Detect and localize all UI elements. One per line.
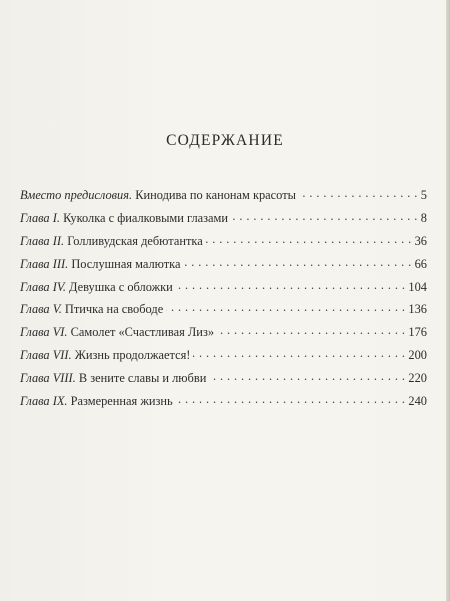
toc-page-number: 36 xyxy=(414,233,427,248)
toc-row xyxy=(20,211,427,234)
table-of-contents xyxy=(20,188,427,417)
toc-chapter-label: Глава III. xyxy=(20,256,69,271)
toc-page-number: 66 xyxy=(414,256,427,271)
toc-row xyxy=(20,371,427,394)
toc-dot-leader xyxy=(217,326,405,336)
toc-chapter-title: Послушная малютка xyxy=(71,256,181,271)
toc-chapter-label: Глава IX. xyxy=(20,394,68,409)
toc-page-number: 220 xyxy=(408,371,427,386)
toc-chapter-label: Глава IV. xyxy=(20,279,66,294)
toc-page-number: 176 xyxy=(408,325,427,340)
toc-chapter-label: Глава II. xyxy=(20,233,65,248)
toc-chapter-title: В зените славы и любви xyxy=(78,371,207,386)
toc-row xyxy=(20,325,427,348)
toc-dot-leader xyxy=(176,281,406,291)
toc-dot-leader xyxy=(176,395,406,405)
toc-chapter-title: Девушка с обложки xyxy=(69,279,173,294)
toc-row xyxy=(20,302,427,325)
toc-page-number: 240 xyxy=(408,394,427,409)
toc-dot-leader xyxy=(184,258,412,268)
toc-chapter-label: Глава VIII. xyxy=(20,371,76,386)
page-edge xyxy=(446,0,450,601)
toc-page-number: 5 xyxy=(420,188,427,202)
toc-row xyxy=(20,257,427,280)
toc-dot-leader xyxy=(193,349,405,359)
toc-chapter-label: Глава VI. xyxy=(20,325,68,340)
toc-page-number: 8 xyxy=(420,210,427,225)
toc-chapter-title: Голливудская дебютантка xyxy=(67,233,203,248)
toc-dot-leader xyxy=(299,189,418,199)
toc-chapter-title: Самолет «Счастливая Лиз» xyxy=(70,325,215,340)
toc-chapter-label: Глава V. xyxy=(20,302,62,317)
toc-chapter-label: Глава VII. xyxy=(20,348,72,363)
toc-chapter-title: Кинодива по канонам красоты xyxy=(135,188,296,202)
toc-chapter-label: Вместо предисловия. xyxy=(20,188,133,202)
toc-dot-leader xyxy=(206,235,412,245)
toc-page-number: 136 xyxy=(408,302,427,317)
toc-dot-leader xyxy=(166,303,405,313)
toc-dot-leader xyxy=(231,212,418,222)
toc-row xyxy=(20,280,427,303)
toc-page-number: 200 xyxy=(408,348,427,363)
toc-chapter-title: Куколка с фиалковыми глазами xyxy=(63,210,229,225)
toc-chapter-label: Глава I. xyxy=(20,210,60,225)
toc-chapter-title: Жизнь продолжается! xyxy=(74,348,191,363)
toc-chapter-title: Размеренная жизнь xyxy=(70,394,173,409)
toc-row xyxy=(20,234,427,257)
toc-row xyxy=(20,394,427,417)
toc-row xyxy=(20,188,427,211)
toc-page-number: 104 xyxy=(408,279,427,294)
toc-dot-leader xyxy=(209,372,405,382)
toc-chapter-title: Птичка на свободе xyxy=(64,302,164,317)
page-title: СОДЕРЖАНИЕ xyxy=(166,132,284,149)
toc-row xyxy=(20,348,427,371)
